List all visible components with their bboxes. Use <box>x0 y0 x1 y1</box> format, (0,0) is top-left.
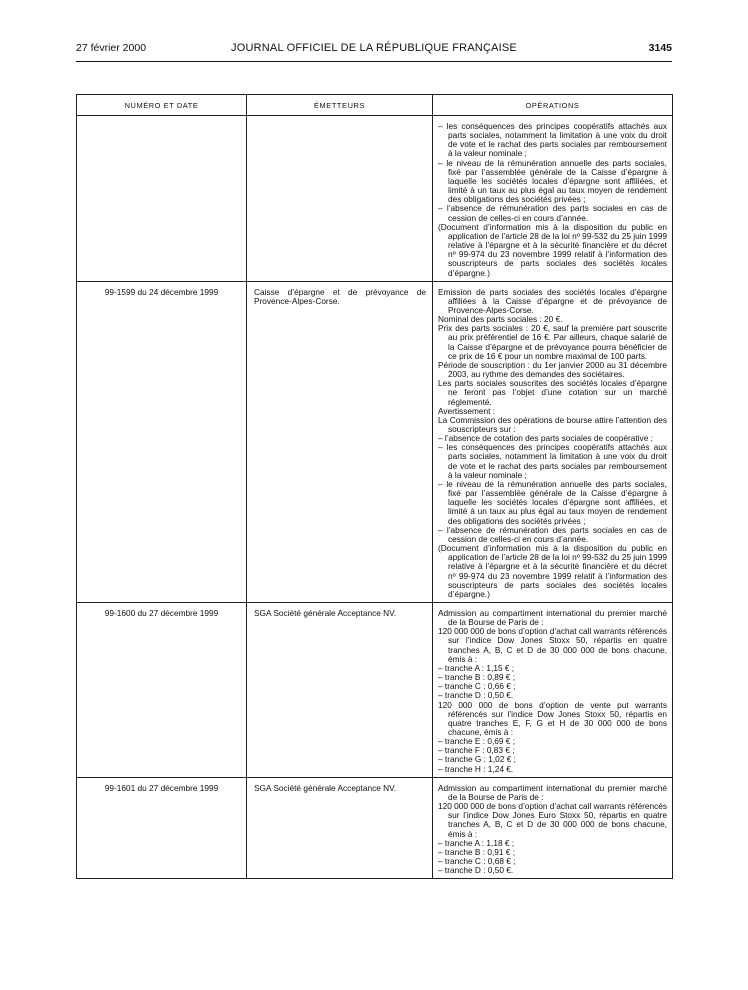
operation-paragraph: – tranche B : 0,91 € ; <box>438 846 516 857</box>
column-header-numero: NUMÉRO ET DATE <box>77 95 247 116</box>
numero-et-date-cell: 99-1600 du 27 décembre 1999 <box>77 602 247 777</box>
operation-paragraph: – les conséquences des principes coopératifs attachés aux parts sociales, notamment la limitation à une voix du droit de vote et le rachat des parts sociales par remboursement à la valeur nominale ; <box>438 121 667 159</box>
operation-paragraph: Admission au compartiment international du premier marché de la Bourse de Paris de : <box>438 607 667 628</box>
operation-paragraph: – les conséquences des principes coopératifs attachés aux parts sociales, notamment la limitation à une voix du droit de vote et le rachat des parts sociales par remboursement à la valeur nominale ; <box>438 442 667 480</box>
operations-cell <box>433 602 673 777</box>
operation-paragraph: – tranche G : 1,02 € ; <box>438 754 516 765</box>
table-row <box>77 116 673 282</box>
operation-paragraph: (Document d’information mis à la disposition du public en application de l’article 28 de la loi nº 99-532 du 25 juin 1999 relative à l’épargne et à la sécurité financière et du décret nº 99-974 du 23 novembre 1999 relatif à l’information des souscripteurs de parts sociales des sociétés locales d’épargne.) <box>438 221 667 278</box>
operation-paragraph: – tranche B : 0,89 € ; <box>438 672 516 683</box>
emetteur-cell <box>247 116 433 282</box>
emetteur-cell: SGA Société générale Acceptance NV. <box>247 602 433 777</box>
operation-paragraph: (Document d’information mis à la disposition du public en application de l’article 28 de la loi nº 99-532 du 25 juin 1999 relative à l’épargne et à la sécurité financière et du décret nº 99-974 du 23 novembre 1999 relatif à l’information des souscripteurs de parts sociales des sociétés locales d’épargne.) <box>438 543 667 599</box>
operation-paragraph: 120 000 000 de bons d’option d’achat call warrants référencés sur l’indice Dow Jones Euro Stoxx 50, répartis en quatre tranches A, B, C et D de 30 000 000 de bons chacune, émis à : <box>438 801 667 839</box>
operation-paragraph: 120 000 000 de bons d’option d’achat call warrants référencés sur l’indice Dow Jones Stoxx 50, répartis en quatre tranches A, B, C et D de 30 000 000 de bons chacune, émis à : <box>438 626 667 664</box>
operation-paragraph: – tranche A : 1,18 € ; <box>438 837 515 848</box>
numero-et-date-cell <box>77 116 247 282</box>
table-body <box>77 116 673 879</box>
operations-cell <box>433 777 673 879</box>
operation-paragraph: – tranche H : 1,24 €. <box>438 763 514 774</box>
journal-title: JOURNAL OFFICIEL DE LA RÉPUBLIQUE FRANÇAISE <box>231 42 517 54</box>
operation-paragraph: – le niveau de la rémunération annuelle des parts sociales, fixé par l’assemblée générale de la Caisse d’épargne à laquelle les sociétés locales d’épargne sont affiliées, et limité à un taux au plus égal au taux moyen de rendement des obligations des sociétés privées ; <box>438 478 667 526</box>
operation-paragraph: – tranche A : 1,15 € ; <box>438 662 515 673</box>
operation-paragraph: – l’absence de rémunération des parts sociales en cas de cession de celles-ci en cours d’année. <box>438 203 667 223</box>
operation-paragraph: Prix des parts sociales : 20 €, sauf la première part souscrite au prix préférentiel de 16 €. Par ailleurs, chaque salarié de la Caisse d’épargne et de prévoyance pourra bénéficier de ce prix de 16 € pour un nombre maximal de 100 parts. <box>438 323 667 361</box>
operation-paragraph: – le niveau de la rémunération annuelle des parts sociales, fixé par l’assemblée générale de la Caisse d’épargne à laquelle les sociétés locales d’épargne sont affiliées, et limité à un taux au plus égal au taux moyen de rendement des obligations des sociétés privées ; <box>438 157 667 205</box>
issue-date: 27 février 2000 <box>76 42 147 54</box>
operation-paragraph: Période de souscription : du 1er janvier 2000 au 31 décembre 2003, au rythme des demandes des sociétaires. <box>438 359 667 380</box>
page-number: 3145 <box>648 42 672 54</box>
header-rule <box>76 61 672 62</box>
operation-paragraph: – l’absence de rémunération des parts sociales en cas de cession de celles-ci en cours d’année. <box>438 524 667 544</box>
column-header-emetteurs: ÉMETTEURS <box>247 95 433 116</box>
operation-paragraph: Nominal des parts sociales : 20 €. <box>438 314 563 325</box>
table-header-row <box>77 95 673 116</box>
operations-cell <box>433 116 673 282</box>
emetteur-cell: SGA Société générale Acceptance NV. <box>247 777 433 879</box>
operations-cell <box>433 281 673 602</box>
operation-paragraph: Admission au compartiment international du premier marché de la Bourse de Paris de : <box>438 782 667 802</box>
table-row <box>77 602 673 777</box>
operation-paragraph: La Commission des opérations de bourse attire l’attention des souscripteurs sur : <box>438 414 667 434</box>
operation-paragraph: – l’absence de cotation des parts sociales de coopérative ; <box>438 433 653 444</box>
operation-paragraph: – tranche D : 0,50 €. <box>438 865 514 876</box>
column-header-operations: OPÉRATIONS <box>433 95 673 116</box>
emetteur-cell: Caisse d’épargne et de prévoyance de Provence-Alpes-Corse. <box>247 281 433 602</box>
operation-paragraph: – tranche F : 0,83 € ; <box>438 745 515 756</box>
operation-paragraph: – tranche C : 0,68 € ; <box>438 856 516 867</box>
table-row <box>77 777 673 879</box>
operation-paragraph: 120 000 000 de bons d’option de vente put warrants référencés sur l’indice Dow Jones Stoxx 50, répartis en quatre tranches E, F, G et H de 30 000 000 de bons chacune, émis à : <box>438 699 667 737</box>
operations-table <box>76 94 673 879</box>
operation-paragraph: – tranche E : 0,69 € ; <box>438 736 516 747</box>
numero-et-date-cell: 99-1601 du 27 décembre 1999 <box>77 777 247 879</box>
operation-paragraph: Avertissement : <box>438 405 496 416</box>
table-row <box>77 281 673 602</box>
page-header <box>76 42 672 58</box>
operation-paragraph: – tranche D : 0,50 €. <box>438 690 514 701</box>
numero-et-date-cell: 99-1599 du 24 décembre 1999 <box>77 281 247 602</box>
operation-paragraph: Emission de parts sociales des sociétés locales d’épargne affiliées à la Caisse d’épargne et de prévoyance de Provence-Alpes-Corse. <box>438 286 667 315</box>
operation-paragraph: Les parts sociales souscrites des sociétés locales d’épargne ne feront pas l’objet d’une cotation sur un marché réglementé. <box>438 378 667 407</box>
operation-paragraph: – tranche C : 0,66 € ; <box>438 681 516 692</box>
